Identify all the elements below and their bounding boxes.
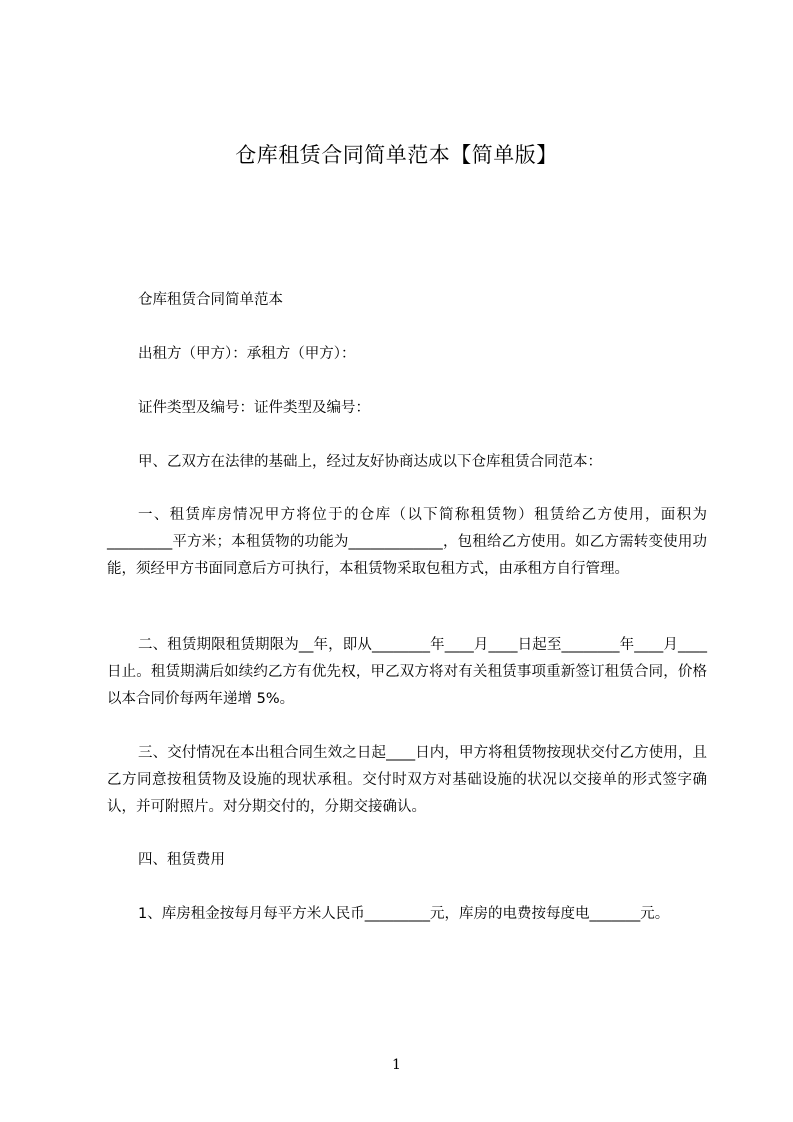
parties-line: 出租方（甲方）：承租方（甲方）： bbox=[138, 346, 356, 362]
section-4-heading: 四、租赁费用 bbox=[138, 852, 225, 868]
id-types-line: 证件类型及编号：证件类型及编号： bbox=[138, 400, 370, 416]
clause-2-paragraph: 二、租赁期限租赁期限为__年，即从________年____月____日起至________年____月____日止。租赁期满后如续约乙方有优先权，甲乙双方将对有关租赁事项重新签订租赁合同，价格以本合同价每两年递增 5%。 bbox=[107, 637, 707, 707]
page-number: 1 bbox=[392, 1057, 401, 1073]
clause-1-paragraph: 一、租赁库房情况甲方将位于的仓库（以下简称租赁物）租赁给乙方使用，面积为_________平方米；本租赁物的功能为_____________，包租给乙方使用。如乙方需转变使用功能，须经甲方书面同意后方可执行，本租赁物采取包租方式，由承租方自行管理。 bbox=[107, 507, 707, 577]
rent-item-1: 1、库房租金按每月每平方米人民币_________元，库房的电费按每度电_______元。 bbox=[138, 906, 670, 922]
document-title: 仓库租赁合同简单范本【简单版】 bbox=[235, 143, 558, 167]
document-subtitle: 仓库租赁合同简单范本 bbox=[138, 292, 283, 308]
intro-paragraph: 甲、乙双方在法律的基础上，经过友好协商达成以下仓库租赁合同范本： bbox=[138, 454, 602, 470]
clause-3-paragraph: 三、交付情况在本出租合同生效之日起____日内，甲方将租赁物按现状交付乙方使用，且乙方同意按租赁物及设施的现状承租。交付时双方对基础设施的状况以交接单的形式签字确认，并可附照片。对分期交付的，分期交接确认。 bbox=[107, 745, 707, 815]
